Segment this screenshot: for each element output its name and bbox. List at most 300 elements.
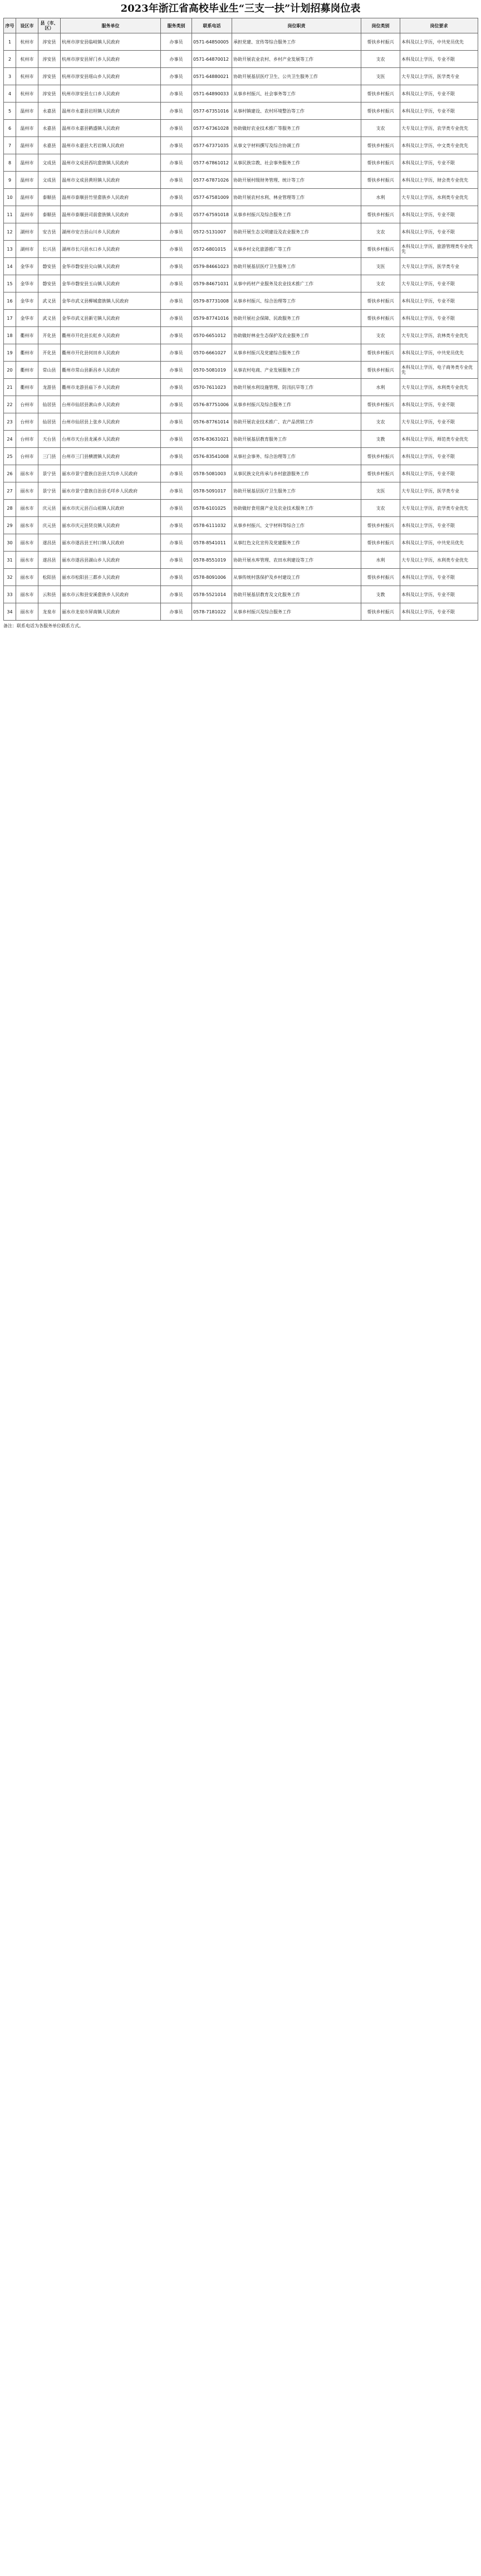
cell-org: 衢州市常山县新昌乡人民政府 — [61, 362, 161, 379]
cell-city: 衢州市 — [16, 344, 38, 362]
cell-duty: 从事村镇建设、农村环境整治等工作 — [232, 103, 361, 120]
cell-city: 台州市 — [16, 396, 38, 413]
cell-no: 23 — [4, 413, 16, 431]
cell-type: 办事员 — [161, 448, 192, 465]
cell-type: 办事员 — [161, 431, 192, 448]
cell-org: 温州市泰顺县司前畲族镇人民政府 — [61, 206, 161, 223]
cell-kind: 支农 — [361, 275, 400, 292]
cell-county: 磐安县 — [38, 258, 61, 275]
cell-county: 泰顺县 — [38, 206, 61, 223]
cell-no: 8 — [4, 154, 16, 172]
cell-org: 温州市永嘉县鹤盛镇人民政府 — [61, 120, 161, 137]
table-row — [4, 482, 478, 500]
cell-county: 文成县 — [38, 154, 61, 172]
cell-no: 20 — [4, 362, 16, 379]
cell-kind: 帮扶乡村振兴 — [361, 362, 400, 379]
cell-tel: 0572-5131007 — [192, 223, 232, 241]
cell-tel: 0578-5521014 — [192, 586, 232, 603]
cell-org: 温州市永嘉县岩坦镇人民政府 — [61, 103, 161, 120]
cell-kind: 帮扶乡村振兴 — [361, 103, 400, 120]
table-row — [4, 189, 478, 206]
cell-org: 台州市天台县龙溪乡人民政府 — [61, 431, 161, 448]
cell-city: 台州市 — [16, 431, 38, 448]
cell-city: 温州市 — [16, 103, 38, 120]
table-header-row — [4, 18, 478, 33]
column-header-type: 服务类别 — [161, 18, 192, 33]
cell-tel: 0579-87731008 — [192, 292, 232, 310]
cell-org: 金华市武义县柳城畲族镇人民政府 — [61, 292, 161, 310]
cell-no: 21 — [4, 379, 16, 396]
cell-duty: 从事乡村振兴、社会事务等工作 — [232, 85, 361, 103]
cell-kind: 支医 — [361, 68, 400, 85]
table-row — [4, 327, 478, 344]
cell-type: 办事员 — [161, 413, 192, 431]
cell-type: 办事员 — [161, 68, 192, 85]
cell-kind: 支农 — [361, 223, 400, 241]
cell-tel: 0571-64890033 — [192, 85, 232, 103]
cell-county: 仙居县 — [38, 396, 61, 413]
cell-county: 三门县 — [38, 448, 61, 465]
cell-org: 杭州市淳安县瑶山乡人民政府 — [61, 68, 161, 85]
cell-duty: 从事民族宗教、社会事务服务工作 — [232, 154, 361, 172]
cell-no: 18 — [4, 327, 16, 344]
cell-tel: 0576-83631021 — [192, 431, 232, 448]
cell-duty: 从事中药材产业服务及农业技术推广工作 — [232, 275, 361, 292]
cell-type: 办事员 — [161, 33, 192, 51]
table-header — [4, 18, 478, 33]
table-row — [4, 154, 478, 172]
cell-tel: 0570-6661027 — [192, 344, 232, 362]
cell-county: 永嘉县 — [38, 120, 61, 137]
cell-org: 丽水市庆元县百山祖镇人民政府 — [61, 500, 161, 517]
cell-duty: 承担党建、宣传等综合服务工作 — [232, 33, 361, 51]
table-row — [4, 552, 478, 569]
cell-city: 丽水市 — [16, 517, 38, 534]
cell-city: 杭州市 — [16, 85, 38, 103]
cell-req: 大专及以上学历，水利类专业优先 — [400, 379, 478, 396]
cell-tel: 0577-67861012 — [192, 154, 232, 172]
cell-no: 11 — [4, 206, 16, 223]
cell-tel: 0571-64850005 — [192, 33, 232, 51]
cell-city: 金华市 — [16, 310, 38, 327]
cell-city: 丽水市 — [16, 552, 38, 569]
table-row — [4, 120, 478, 137]
cell-req: 大专及以上学历，农学类专业优先 — [400, 500, 478, 517]
cell-kind: 支农 — [361, 51, 400, 68]
footnote: 备注：联系电话为各服务单位联系方式。 — [3, 623, 84, 628]
cell-req: 大专及以上学历，专业不限 — [400, 413, 478, 431]
table-row — [4, 517, 478, 534]
cell-duty: 从事乡村振兴、综合治理等工作 — [232, 292, 361, 310]
cell-duty: 协助做好食用菌产业及农业技术服务工作 — [232, 500, 361, 517]
cell-no: 2 — [4, 51, 16, 68]
cell-req: 大专及以上学历，水利类专业优先 — [400, 189, 478, 206]
column-header-no: 序号 — [4, 18, 16, 33]
column-header-kind: 岗位类别 — [361, 18, 400, 33]
cell-no: 30 — [4, 534, 16, 552]
cell-city: 台州市 — [16, 413, 38, 431]
cell-org: 温州市泰顺县竹里畲族乡人民政府 — [61, 189, 161, 206]
cell-no: 16 — [4, 292, 16, 310]
cell-no: 31 — [4, 552, 16, 569]
cell-tel: 0578-8551019 — [192, 552, 232, 569]
cell-kind: 水利 — [361, 379, 400, 396]
cell-req: 本科及以上学历，专业不限 — [400, 517, 478, 534]
cell-duty: 协助开展农村水利、林业管理等工作 — [232, 189, 361, 206]
cell-no: 28 — [4, 500, 16, 517]
cell-city: 温州市 — [16, 189, 38, 206]
cell-kind: 支教 — [361, 586, 400, 603]
cell-county: 永嘉县 — [38, 103, 61, 120]
cell-type: 办事员 — [161, 569, 192, 586]
cell-kind: 支农 — [361, 327, 400, 344]
cell-org: 丽水市松阳县三都乡人民政府 — [61, 569, 161, 586]
cell-kind: 帮扶乡村振兴 — [361, 344, 400, 362]
cell-no: 13 — [4, 241, 16, 258]
cell-kind: 支农 — [361, 120, 400, 137]
column-header-req: 岗位要求 — [400, 18, 478, 33]
cell-tel: 0576-87761014 — [192, 413, 232, 431]
cell-county: 武义县 — [38, 292, 61, 310]
cell-req: 大专及以上学历，农学类专业优先 — [400, 120, 478, 137]
table-row — [4, 603, 478, 621]
cell-county: 龙游县 — [38, 379, 61, 396]
cell-county: 永嘉县 — [38, 137, 61, 154]
cell-no: 24 — [4, 431, 16, 448]
cell-tel: 0576-83541008 — [192, 448, 232, 465]
table-body — [4, 33, 478, 621]
cell-kind: 帮扶乡村振兴 — [361, 569, 400, 586]
cell-req: 本科及以上学历，专业不限 — [400, 586, 478, 603]
cell-req: 本科及以上学历，专业不限 — [400, 292, 478, 310]
cell-type: 办事员 — [161, 396, 192, 413]
cell-duty: 协助做好农业技术推广等服务工作 — [232, 120, 361, 137]
table-row — [4, 362, 478, 379]
table-row — [4, 241, 478, 258]
cell-type: 办事员 — [161, 258, 192, 275]
document-title: 2023年浙江省高校毕业生“三支一扶”计划招募岗位表 — [120, 3, 361, 14]
cell-tel: 0577-67361028 — [192, 120, 232, 137]
cell-tel: 0576-87751006 — [192, 396, 232, 413]
cell-req: 大专及以上学历，农林类专业优先 — [400, 327, 478, 344]
cell-org: 杭州市淳安县临岐镇人民政府 — [61, 33, 161, 51]
cell-kind: 帮扶乡村振兴 — [361, 33, 400, 51]
cell-kind: 帮扶乡村振兴 — [361, 448, 400, 465]
cell-tel: 0571-64870012 — [192, 51, 232, 68]
cell-req: 本科及以上学历，专业不限 — [400, 223, 478, 241]
cell-req: 本科及以上学历，专业不限 — [400, 310, 478, 327]
cell-county: 庆元县 — [38, 517, 61, 534]
cell-org: 温州市永嘉县大若岩镇人民政府 — [61, 137, 161, 154]
cell-type: 办事员 — [161, 500, 192, 517]
cell-tel: 0570-6651012 — [192, 327, 232, 344]
cell-req: 本科及以上学历，专业不限 — [400, 51, 478, 68]
cell-county: 淳安县 — [38, 68, 61, 85]
cell-county: 开化县 — [38, 344, 61, 362]
cell-city: 衢州市 — [16, 327, 38, 344]
column-header-county: 县（市、区） — [38, 18, 61, 33]
cell-duty: 协助开展基层教育及文化服务工作 — [232, 586, 361, 603]
cell-duty: 协助开展基层教育服务工作 — [232, 431, 361, 448]
cell-org: 金华市磐安县玉山镇人民政府 — [61, 275, 161, 292]
cell-city: 金华市 — [16, 292, 38, 310]
cell-city: 丽水市 — [16, 534, 38, 552]
cell-duty: 协助开展水利设施管理、防汛抗旱等工作 — [232, 379, 361, 396]
cell-county: 遂昌县 — [38, 534, 61, 552]
cell-kind: 帮扶乡村振兴 — [361, 534, 400, 552]
cell-org: 湖州市长兴县水口乡人民政府 — [61, 241, 161, 258]
cell-duty: 从事红色文化宣传及党建服务工作 — [232, 534, 361, 552]
table-row — [4, 33, 478, 51]
cell-req: 本科及以上学历，专业不限 — [400, 569, 478, 586]
cell-no: 22 — [4, 396, 16, 413]
cell-type: 办事员 — [161, 103, 192, 120]
cell-org: 丽水市遂昌县湖山乡人民政府 — [61, 552, 161, 569]
cell-kind: 帮扶乡村振兴 — [361, 85, 400, 103]
column-header-tel: 联系电话 — [192, 18, 232, 33]
table-row — [4, 344, 478, 362]
cell-kind: 支教 — [361, 431, 400, 448]
cell-duty: 从事乡村振兴及综合服务工作 — [232, 206, 361, 223]
cell-org: 金华市磐安县尖山镇人民政府 — [61, 258, 161, 275]
cell-org: 衢州市开化县何田乡人民政府 — [61, 344, 161, 362]
cell-type: 办事员 — [161, 85, 192, 103]
cell-req: 本科及以上学历，专业不限 — [400, 85, 478, 103]
cell-county: 云和县 — [38, 586, 61, 603]
cell-county: 景宁县 — [38, 482, 61, 500]
cell-duty: 协助开展基层医疗卫生服务工作 — [232, 258, 361, 275]
cell-duty: 协助开展农业技术推广、农产品营销工作 — [232, 413, 361, 431]
cell-duty: 协助开展基层医疗卫生服务工作 — [232, 482, 361, 500]
cell-city: 温州市 — [16, 137, 38, 154]
table-row — [4, 275, 478, 292]
cell-type: 办事员 — [161, 206, 192, 223]
cell-duty: 从事乡村振兴及综合服务工作 — [232, 603, 361, 621]
cell-org: 丽水市景宁畲族自治县毛垟乡人民政府 — [61, 482, 161, 500]
cell-kind: 帮扶乡村振兴 — [361, 241, 400, 258]
table-row — [4, 396, 478, 413]
cell-type: 办事员 — [161, 465, 192, 482]
cell-city: 温州市 — [16, 154, 38, 172]
cell-duty: 从事传统村落保护及乡村建设工作 — [232, 569, 361, 586]
cell-req: 本科及以上学历，专业不限 — [400, 603, 478, 621]
cell-req: 本科及以上学历，电子商务类专业优先 — [400, 362, 478, 379]
cell-type: 办事员 — [161, 379, 192, 396]
cell-city: 衢州市 — [16, 379, 38, 396]
cell-req: 本科及以上学历，中共党员优先 — [400, 33, 478, 51]
cell-type: 办事员 — [161, 517, 192, 534]
cell-kind: 帮扶乡村振兴 — [361, 172, 400, 189]
cell-org: 温州市文成县黄坦镇人民政府 — [61, 172, 161, 189]
cell-duty: 协助开展农业农村、乡村产业发展等工作 — [232, 51, 361, 68]
cell-city: 丽水市 — [16, 603, 38, 621]
table-row — [4, 465, 478, 482]
table-row — [4, 172, 478, 189]
cell-tel: 0577-67371035 — [192, 137, 232, 154]
cell-duty: 从事农村电商、产业发展服务工作 — [232, 362, 361, 379]
cell-no: 15 — [4, 275, 16, 292]
cell-req: 本科及以上学历，中共党员优先 — [400, 534, 478, 552]
cell-tel: 0577-67871026 — [192, 172, 232, 189]
cell-org: 杭州市淳安县左口乡人民政府 — [61, 85, 161, 103]
cell-duty: 从事文字材料撰写及综合协调工作 — [232, 137, 361, 154]
cell-type: 办事员 — [161, 275, 192, 292]
cell-org: 湖州市安吉县山川乡人民政府 — [61, 223, 161, 241]
cell-duty: 协助做好林业生态保护及农业服务工作 — [232, 327, 361, 344]
cell-kind: 帮扶乡村振兴 — [361, 603, 400, 621]
cell-type: 办事员 — [161, 327, 192, 344]
cell-county: 开化县 — [38, 327, 61, 344]
cell-county: 文成县 — [38, 172, 61, 189]
cell-type: 办事员 — [161, 482, 192, 500]
cell-tel: 0578-8091006 — [192, 569, 232, 586]
cell-county: 松阳县 — [38, 569, 61, 586]
cell-type: 办事员 — [161, 586, 192, 603]
cell-kind: 支医 — [361, 482, 400, 500]
cell-city: 台州市 — [16, 448, 38, 465]
cell-req: 大专及以上学历，医学类专业 — [400, 482, 478, 500]
cell-duty: 协助开展村级财务管理、统计等工作 — [232, 172, 361, 189]
cell-kind: 帮扶乡村振兴 — [361, 206, 400, 223]
cell-req: 本科及以上学历，专业不限 — [400, 154, 478, 172]
cell-req: 大专及以上学历，水利类专业优先 — [400, 552, 478, 569]
cell-no: 10 — [4, 189, 16, 206]
cell-no: 1 — [4, 33, 16, 51]
cell-req: 大专及以上学历，医学类专业 — [400, 68, 478, 85]
cell-org: 金华市武义县新宅镇人民政府 — [61, 310, 161, 327]
column-header-city: 设区市 — [16, 18, 38, 33]
cell-no: 29 — [4, 517, 16, 534]
cell-county: 武义县 — [38, 310, 61, 327]
cell-tel: 0578-6111032 — [192, 517, 232, 534]
cell-county: 常山县 — [38, 362, 61, 379]
cell-no: 32 — [4, 569, 16, 586]
cell-org: 丽水市遂昌县王村口镇人民政府 — [61, 534, 161, 552]
cell-county: 仙居县 — [38, 413, 61, 431]
table-row — [4, 137, 478, 154]
cell-county: 泰顺县 — [38, 189, 61, 206]
cell-city: 湖州市 — [16, 223, 38, 241]
cell-city: 衢州市 — [16, 362, 38, 379]
cell-org: 丽水市庆元县贤良镇人民政府 — [61, 517, 161, 534]
cell-tel: 0570-7611023 — [192, 379, 232, 396]
cell-org: 丽水市龙泉市屏南镇人民政府 — [61, 603, 161, 621]
column-header-org: 服务单位 — [61, 18, 161, 33]
cell-city: 湖州市 — [16, 241, 38, 258]
cell-duty: 协助开展水库管理、农田水利建设等工作 — [232, 552, 361, 569]
table-row — [4, 223, 478, 241]
cell-city: 金华市 — [16, 258, 38, 275]
cell-duty: 从事乡村振兴及党建综合服务工作 — [232, 344, 361, 362]
cell-duty: 协助开展社会保障、民政服务工作 — [232, 310, 361, 327]
cell-org: 台州市仙居县上张乡人民政府 — [61, 413, 161, 431]
table-row — [4, 534, 478, 552]
cell-county: 天台县 — [38, 431, 61, 448]
cell-req: 本科及以上学历，财会类专业优先 — [400, 172, 478, 189]
table-row — [4, 51, 478, 68]
cell-org: 丽水市景宁畲族自治县大均乡人民政府 — [61, 465, 161, 482]
cell-kind: 支农 — [361, 500, 400, 517]
cell-type: 办事员 — [161, 172, 192, 189]
cell-org: 衢州市龙游县庙下乡人民政府 — [61, 379, 161, 396]
cell-county: 龙泉市 — [38, 603, 61, 621]
cell-no: 3 — [4, 68, 16, 85]
cell-tel: 0578-5081003 — [192, 465, 232, 482]
cell-county: 景宁县 — [38, 465, 61, 482]
cell-no: 4 — [4, 85, 16, 103]
cell-city: 杭州市 — [16, 68, 38, 85]
cell-tel: 0571-64880021 — [192, 68, 232, 85]
cell-tel: 0578-6101025 — [192, 500, 232, 517]
cell-city: 杭州市 — [16, 33, 38, 51]
table-row — [4, 379, 478, 396]
cell-kind: 帮扶乡村振兴 — [361, 310, 400, 327]
cell-type: 办事员 — [161, 292, 192, 310]
cell-tel: 0570-5081019 — [192, 362, 232, 379]
cell-tel: 0577-67581009 — [192, 189, 232, 206]
cell-type: 办事员 — [161, 362, 192, 379]
cell-no: 14 — [4, 258, 16, 275]
cell-kind: 支医 — [361, 258, 400, 275]
cell-tel: 0579-84661023 — [192, 258, 232, 275]
cell-req: 大专及以上学历，专业不限 — [400, 275, 478, 292]
table-row — [4, 68, 478, 85]
recruitment-table — [3, 18, 478, 621]
cell-type: 办事员 — [161, 603, 192, 621]
cell-org: 台州市仙居县湫山乡人民政府 — [61, 396, 161, 413]
table-row — [4, 258, 478, 275]
cell-no: 25 — [4, 448, 16, 465]
cell-kind: 支农 — [361, 413, 400, 431]
cell-no: 33 — [4, 586, 16, 603]
cell-county: 长兴县 — [38, 241, 61, 258]
cell-city: 丽水市 — [16, 465, 38, 482]
cell-type: 办事员 — [161, 344, 192, 362]
cell-req: 本科及以上学历，专业不限 — [400, 448, 478, 465]
cell-no: 34 — [4, 603, 16, 621]
cell-tel: 0578-8541011 — [192, 534, 232, 552]
cell-no: 26 — [4, 465, 16, 482]
cell-no: 19 — [4, 344, 16, 362]
cell-county: 淳安县 — [38, 33, 61, 51]
table-row — [4, 103, 478, 120]
cell-tel: 0578-7181022 — [192, 603, 232, 621]
cell-city: 温州市 — [16, 120, 38, 137]
cell-no: 7 — [4, 137, 16, 154]
cell-city: 丽水市 — [16, 586, 38, 603]
cell-tel: 0579-84671031 — [192, 275, 232, 292]
table-row — [4, 500, 478, 517]
cell-city: 金华市 — [16, 275, 38, 292]
cell-county: 遂昌县 — [38, 552, 61, 569]
table-row — [4, 448, 478, 465]
cell-kind: 帮扶乡村振兴 — [361, 292, 400, 310]
cell-city: 丽水市 — [16, 569, 38, 586]
table-row — [4, 569, 478, 586]
cell-kind: 帮扶乡村振兴 — [361, 465, 400, 482]
cell-duty: 协助开展基层医疗卫生、公共卫生服务工作 — [232, 68, 361, 85]
cell-req: 本科及以上学历，中共党员优先 — [400, 344, 478, 362]
cell-city: 杭州市 — [16, 51, 38, 68]
cell-county: 磐安县 — [38, 275, 61, 292]
cell-kind: 水利 — [361, 552, 400, 569]
cell-org: 台州市三门县横渡镇人民政府 — [61, 448, 161, 465]
column-header-duty: 岗位职责 — [232, 18, 361, 33]
cell-duty: 从事民族文化传承与乡村旅游服务工作 — [232, 465, 361, 482]
cell-duty: 协助开展生态文明建设及农业服务工作 — [232, 223, 361, 241]
cell-tel: 0579-87741016 — [192, 310, 232, 327]
table-row — [4, 413, 478, 431]
